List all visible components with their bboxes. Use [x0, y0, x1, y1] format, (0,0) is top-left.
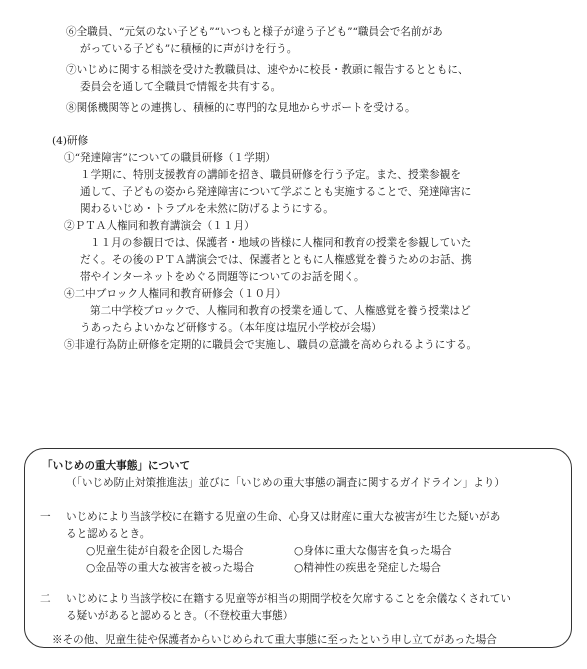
training-item-4-line2: うあったらよいかなど研修する。（本年度は塩尻小学校が会場）	[80, 322, 382, 334]
training-item-1-line1: １学期に、特別支援教育の講師を招き、職員研修を行う予定。また、授業参観を	[80, 169, 461, 181]
section-1-example-4: ○精神性の疾患を発症した場合	[294, 562, 441, 574]
item-7-line1: ⑦いじめに関する相談を受けた教職員は、速やかに校長・教頭に報告するとともに、	[66, 64, 469, 76]
section-2-line1: いじめにより当該学校に在籍する児童等が相当の期間学校を欠席することを余儀なくされてい	[66, 593, 511, 605]
training-item-4-title: ④二中ブロック人権同和教育研修会（１０月）	[64, 288, 287, 300]
training-item-1-title: ①“発達障害”についての職員研修（１学期）	[64, 152, 276, 164]
training-item-5-title: ⑤非違行為防止研修を定期的に職員会で実施し、職員の意識を高められるようにする。	[64, 339, 478, 351]
training-item-2-line2: だく。その後のＰＴＡ講演会では、保護者とともに人権感覚を養うためのお話、携	[80, 254, 472, 266]
section-1-line1: いじめにより当該学校に在籍する児童の生命、心身又は財産に重大な被害が生じた疑いがあ	[66, 511, 501, 523]
training-item-2-line3: 帯やインターネットをめぐる問題等についてのお話を聞く。	[80, 271, 365, 283]
item-6-line2: がっている子ども”に積極的に声がけを行う。	[80, 43, 298, 55]
section-1-mark: 一	[40, 511, 51, 523]
training-item-1-line3: 関わるいじめ・トラブルを未然に防げるようにする。	[80, 203, 334, 215]
box-title: 「いじめの重大事態」について	[42, 460, 191, 472]
box-note: ※その他、児童生徒や保護者からいじめられて重大事態に至ったという申し立てがあった場合	[52, 634, 497, 646]
section-1-example-2: ○身体に重大な傷害を負った場合	[294, 545, 452, 557]
item-8-line1: ⑧関係機関等との連携し、積極的に専門的な見地からサポートを受ける。	[66, 102, 416, 114]
item-7-line2: 委員会を通して全職員で情報を共有する。	[80, 81, 282, 93]
training-heading: (4)研修	[52, 135, 89, 147]
section-1-line2: ると認めるとき。	[66, 528, 151, 540]
box-subtitle: （「いじめ防止対策推進法」並びに「いじめの重大事態の調査に関するガイドライン」より）	[66, 477, 505, 489]
section-2-line2: る疑いがあると認めるとき。（不登校重大事態）	[66, 610, 294, 622]
section-1-example-1: ○児童生徒が自殺を企図した場合	[86, 545, 244, 557]
section-2-mark: 二	[40, 593, 51, 605]
training-item-2-line1: １１月の参観日では、保護者・地域の皆様に人権同和教育の授業を参観していた	[90, 237, 472, 249]
training-item-4-line1: 第二中学校ブロックで、人権同和教育の授業を通して、人権感覚を養う授業はど	[90, 305, 471, 317]
training-item-1-line2: 通して、子どもの姿から発達障害について学ぶことも実施することで、発達障害に	[80, 186, 472, 198]
item-6-line1: ⑥全職員、“元気のない子ども”“いつもと様子が違う子ども”“職員会で名前があ	[66, 26, 443, 38]
training-item-2-title: ②ＰＴＡ人権同和教育講演会（１１月）	[64, 220, 255, 232]
section-1-example-3: ○金品等の重大な被害を被った場合	[86, 562, 255, 574]
